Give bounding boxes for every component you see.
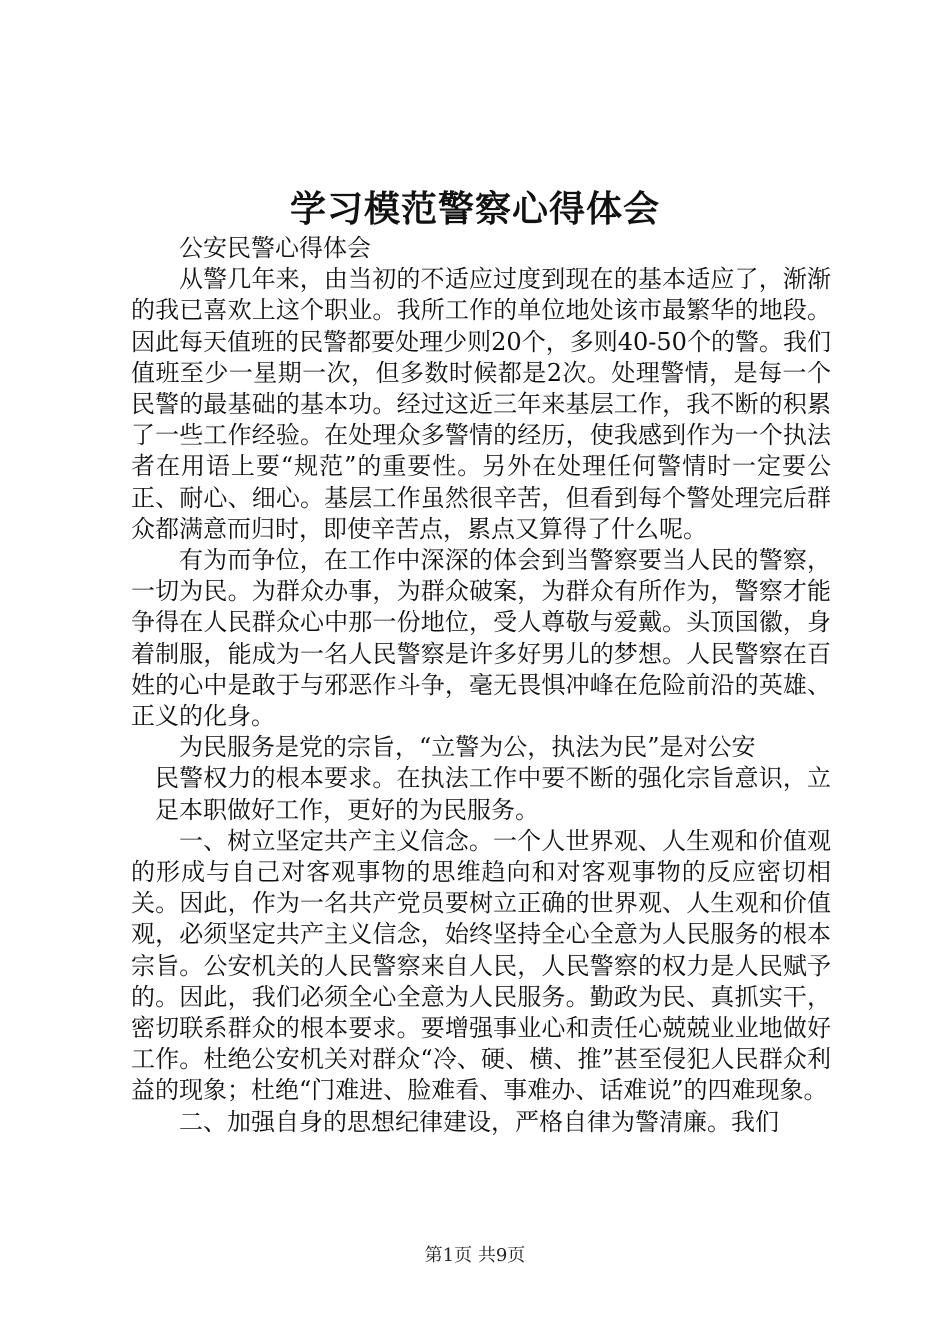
document-body [131, 233, 831, 1138]
paragraph-experience: 从警几年来，由当初的不适应过度到现在的基本适应了，渐渐的我已喜欢上这个职业。我所工作的单位地处该市最繁华的地段。因此每天值班的民警都要处理少则20个，多则40-50个的警。我们值班至少一星期一次，但多数时候都是2次。处理警情，是每一个民警的最基础的基本功。经过这近三年来基层工作，我不断的积累了一些工作经验。在处理众多警情的经历，使我感到作为一个执法者在用语上要“规范”的重要性。另外在处理任何警情时一定要公正、耐心、细心。基层工作虽然很辛苦，但看到每个警处理完后群众都满意而归时，即使辛苦点，累点又算得了什么呢。 [131, 265, 831, 543]
paragraph-point-two: 二、加强自身的思想纪律建设，严格自律为警清廉。我们 [179, 1107, 779, 1136]
page-indicator: 第1页 共9页 [424, 1245, 526, 1266]
paragraph-requirement: 民警权力的根本要求。在执法工作中要不断的强化宗旨意识，立足本职做好工作，更好的为民服务。 [155, 764, 831, 824]
paragraph-purpose: 为民服务是党的宗旨，“立警为公，执法为民”是对公安 [179, 733, 756, 762]
document-title: 学习模范警察心得体会 [289, 188, 660, 230]
paragraph-point-one: 一、树立坚定共产主义信念。一个人世界观、人生观和价值观的形成与自己对客观事物的思维趋向和对客观事物的反应密切相关。因此，作为一名共产党员要树立正确的世界观、人生观和价值观，必须坚定共产主义信念，始终坚持全心全意为人民服务的根本宗旨。公安机关的人民警察来自人民，人民警察的权力是人民赋予的。因此，我们必须全心全意为人民服务。勤政为民、真抓实干，密切联系群众的根本要求。要增强事业心和责任心兢兢业业地做好工作。杜绝公安机关对群众“冷、硬、横、推”甚至侵犯人民群众利益的现象；杜绝“门难进、脸难看、事难办、话难说”的四难现象。 [131, 826, 831, 1105]
paragraph-serve-people: 有为而争位，在工作中深深的体会到当警察要当人民的警察，一切为民。为群众办事，为群众破案，为群众有所作为，警察才能争得在人民群众心中那一份地位，受人尊敬与爱戴。头顶国徽，身着制服，能成为一名人民警察是许多好男儿的梦想。人民警察在百姓的心中是敢于与邪恶作斗争，毫无畏惧冲峰在危险前沿的英雄、正义的化身。 [131, 546, 831, 731]
paragraph-subtitle: 公安民警心得体会 [179, 234, 371, 262]
